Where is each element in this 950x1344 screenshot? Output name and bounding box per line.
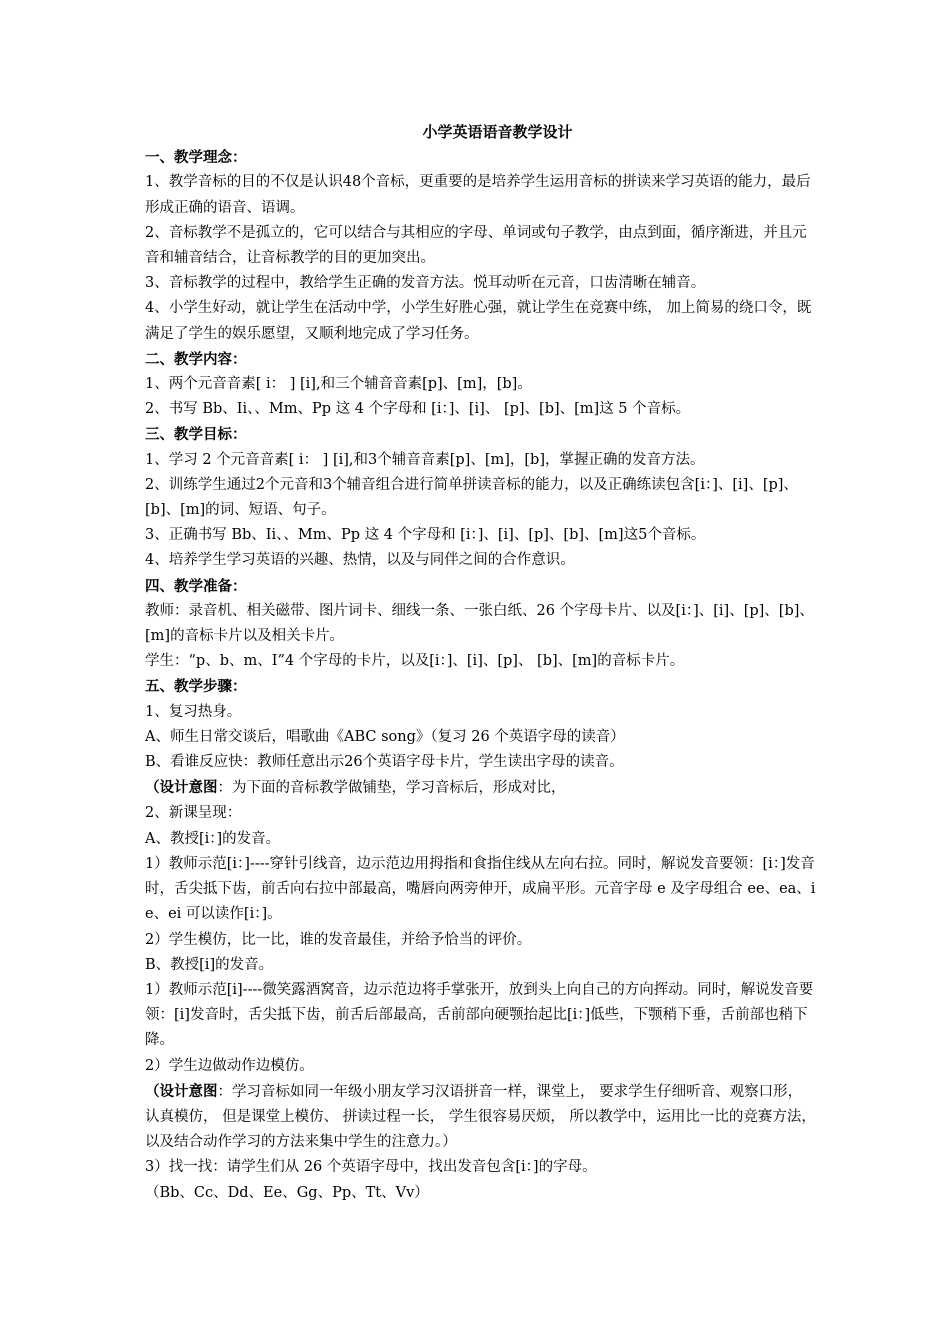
- paragraph: 1、学习 2 个元音音素[ i： ] [i],和3个辅音音素[p]、[m]，[b]，掌握正确的发音方法。: [145, 451, 705, 468]
- paragraph: 3、音标教学的过程中，教给学生正确的发音方法。悦耳动听在元音，口齿清晰在辅音。: [145, 275, 706, 292]
- paragraph: 4、小学生好动，就让学生在活动中学，小学生好胜心强，就让学生在竞赛中练， 加上简易的绕口令，既满足了学生的娱乐愿望，又顺利地完成了学习任务。: [145, 300, 812, 342]
- paragraph: A、教授[i：]的发音。: [145, 830, 281, 847]
- paragraph: 3）找一找：请学生们从 26 个英语字母中，找出发音包含[i：]的字母。: [145, 1159, 597, 1176]
- design-intent-label: （设计意图: [145, 779, 218, 797]
- section-heading-objectives: 三、教学目标：: [145, 426, 247, 444]
- design-intent-note: [145, 1079, 820, 1156]
- paragraph: 1）教师示范[i：]----穿针引线音，边示范边用拇指和食指住线从左向右拉。同时，解说发音要领：[i：]发音时，舌尖抵下齿，前舌向右拉中部最高，嘴唇向两旁伸开，成扁平形。元音字母 e 及字母组合 ee、ea、ie、ei 可以读作[i：]。: [145, 855, 816, 923]
- paragraph: 4、培养学生学习英语的兴趣、热情，以及与同伴之间的合作意识。: [145, 552, 575, 569]
- paragraph: 1、复习热身。: [145, 703, 242, 720]
- paragraph: 1、两个元音音素[ i： ] [i],和三个辅音音素[p]、[m]，[b]。: [145, 376, 532, 393]
- paragraph: 2、音标教学不是孤立的，它可以结合与其相应的字母、单词或句子教学，由点到面，循序渐进，并且元音和辅音结合，让音标教学的目的更加突出。: [145, 224, 807, 267]
- design-intent-text: ：学习音标如同一年级小朋友学习汉语拼音一样，课堂上， 要求学生仔细听音、观察口形， 认真模仿， 但是课堂上模仿、 拼读过程一长， 学生很容易厌烦， 所以教学中，运用比一比的竞赛方法， 以及结合动作学习的方法来集中学生的注意力。）: [145, 1083, 816, 1151]
- section-heading-philosophy: 一、教学理念：: [145, 149, 247, 167]
- design-intent-text: ：为下面的音标教学做铺垫，学习音标后，形成对比，: [217, 780, 566, 797]
- section-heading-preparation: 四、教学准备：: [145, 577, 247, 595]
- paragraph: B、看谁反应快：教师任意出示26个英语字母卡片，学生读出字母的读音。: [145, 754, 624, 771]
- paragraph: 2、新课呈现：: [145, 805, 242, 822]
- paragraph: 教师：录音机、相关磁带、图片词卡、细线一条、一张白纸、26 个字母卡片、以及[i：]、[i]、[p]、[b]、[m]的音标卡片以及相关卡片。: [145, 602, 814, 645]
- paragraph: （Bb、Cc、Dd、Ee、Gg、Pp、Tt、Vv）: [145, 1184, 429, 1201]
- paragraph: 2、书写 Bb、Ii、、Mm、Pp 这 4 个字母和 [i：]、[i]、 [p]、[b]、[m]这 5 个音标。: [145, 401, 691, 418]
- section-heading-content: 二、教学内容：: [145, 350, 247, 368]
- design-intent-note: [145, 775, 820, 801]
- section-heading-steps: 五、教学步骤：: [145, 678, 247, 696]
- paragraph: 学生：“p、b、m、I”4 个字母的卡片，以及[i：]、[i]、[p]、 [b]、[m]的音标卡片。: [145, 653, 685, 670]
- document-body: [145, 120, 820, 1206]
- paragraph: B、教授[i]的发音。: [145, 956, 274, 973]
- design-intent-label: （设计意图: [145, 1082, 218, 1100]
- document-title: 小学英语语音教学设计: [422, 123, 573, 141]
- paragraph: 1）教师示范[i]----微笑露酒窝音，边示范边将手掌张开，放到头上向自己的方向挥动。同时，解说发音要领：[i]发音时，舌尖抵下齿，前舌后部最高，舌前部向硬颚抬起比[i：]低些，下颚稍下垂，舌前部也稍下降。: [145, 981, 814, 1049]
- paragraph: 2）学生模仿，比一比，谁的发音最佳，并给予恰当的评价。: [145, 931, 532, 948]
- paragraph: 2）学生边做动作边模仿。: [145, 1057, 314, 1074]
- paragraph: 2、训练学生通过2个元音和3个辅音组合进行简单拼读音标的能力，以及正确练读包含[i：]、[i]、[p]、[b]、[m]的词、短语、句子。: [145, 476, 798, 519]
- paragraph: 3、正确书写 Bb、Ii、、Mm、Pp 这 4 个字母和 [i：]、[i]、[p]、[b]、[m]这5个音标。: [145, 527, 706, 544]
- paragraph: A、师生日常交谈后，唱歌曲《ABC song》（复习 26 个英语字母的读音）: [145, 728, 625, 745]
- paragraph: 1、教学音标的目的不仅是认识48个音标，更重要的是培养学生运用音标的拼读来学习英语的能力，最后形成正确的语音、语调。: [145, 174, 811, 216]
